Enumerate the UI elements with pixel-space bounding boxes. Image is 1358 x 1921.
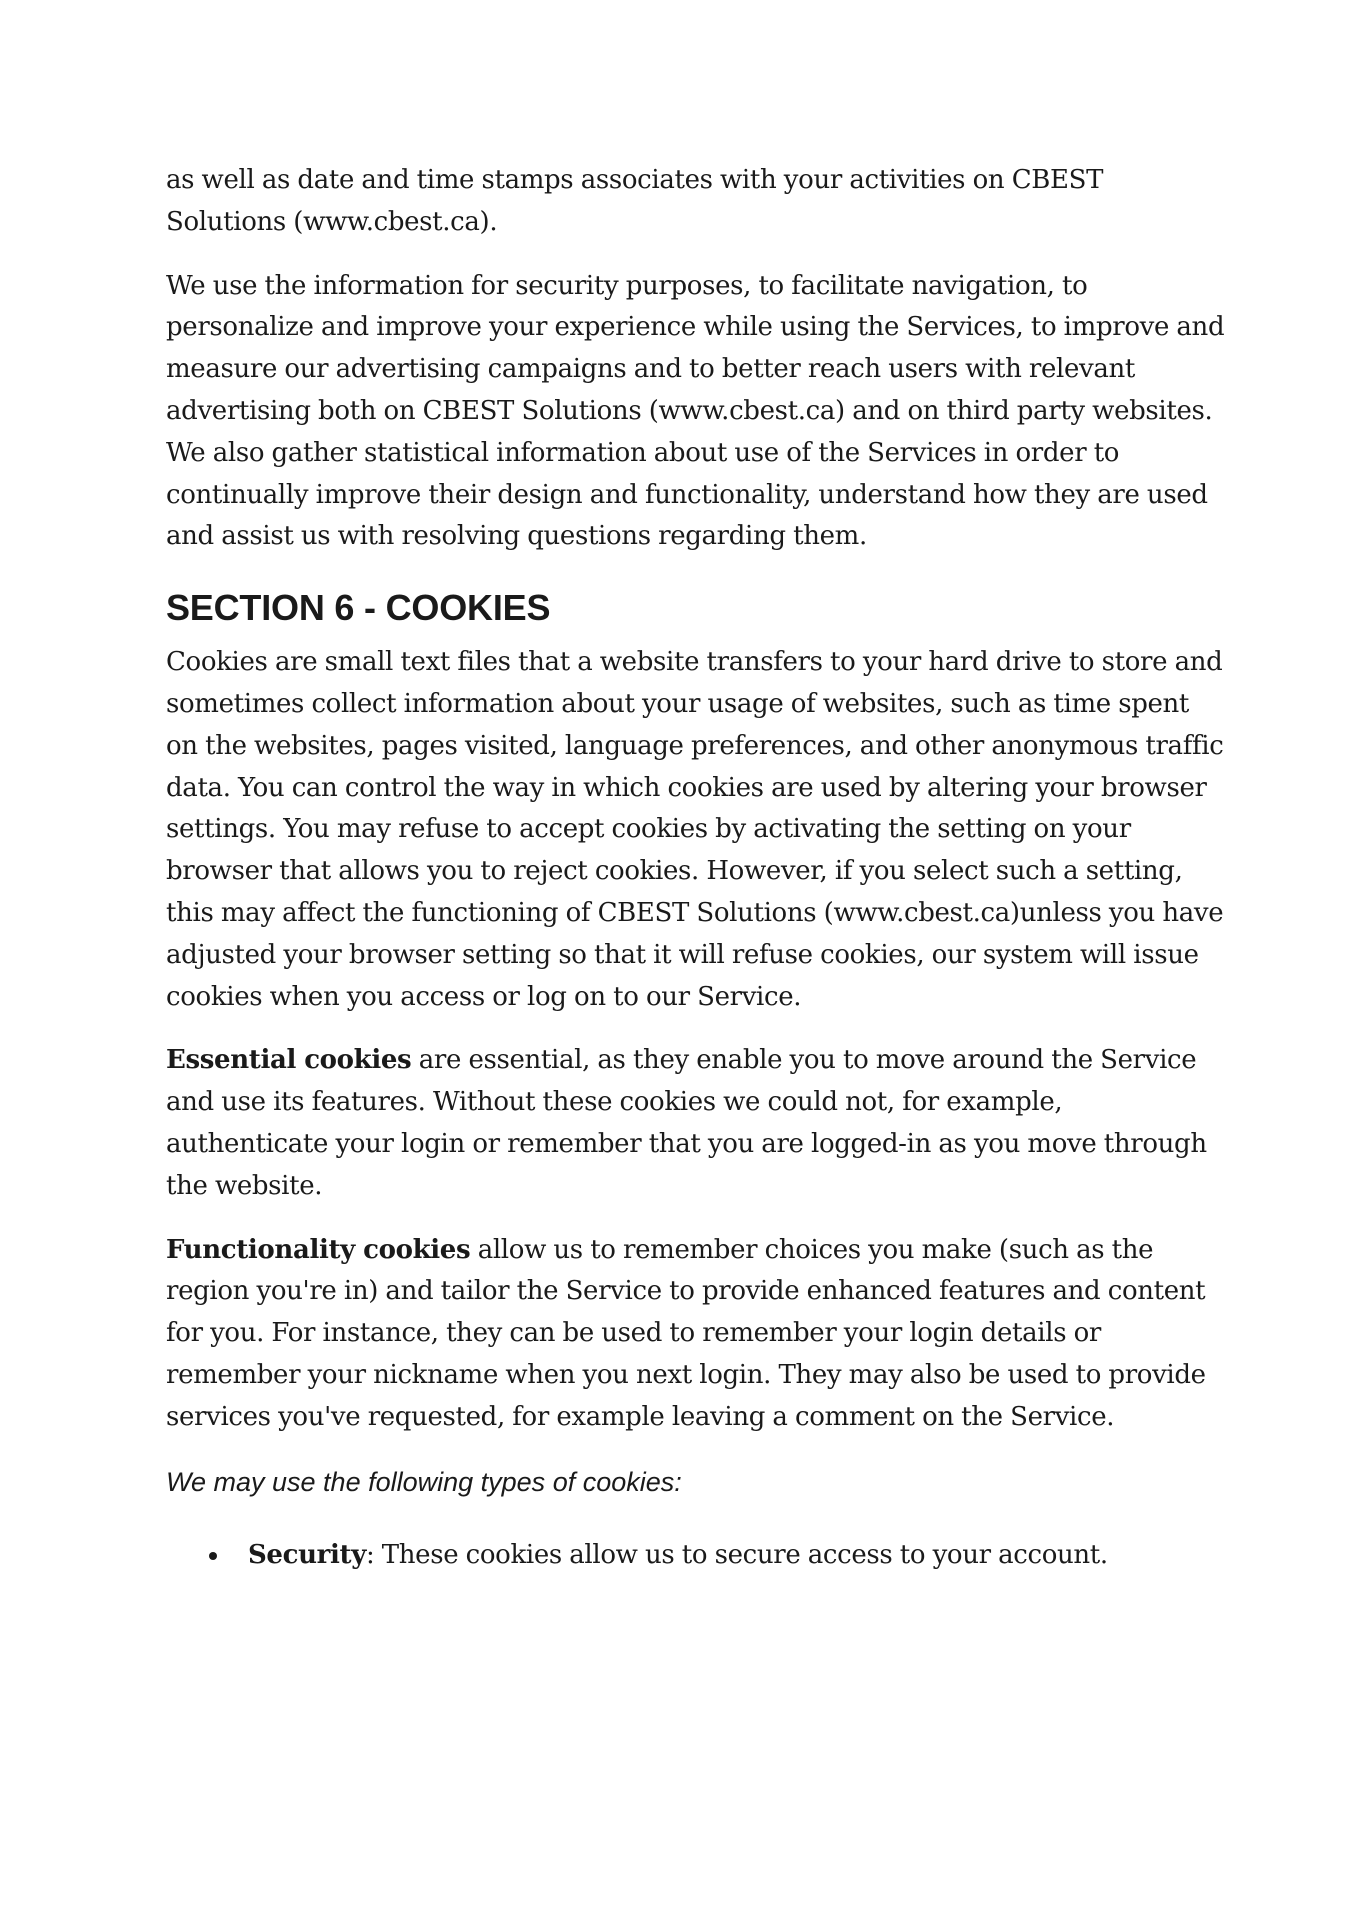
- functionality-cookies-paragraph: [166, 1230, 1226, 1439]
- list-item: [166, 1535, 1226, 1577]
- cookie-type-text: : These cookies allow us to secure access to your account.: [365, 1539, 1108, 1570]
- cookies-paragraph: Cookies are small text files that a website transfers to your hard drive to store and sometimes collect information about your usage of websites, such as time spent on the websites, pages visited, language preferences, and other anonymous traffic data. You can control the way in which cookies are used by altering your browser settings. You may refuse to accept cookies by activating the setting on your browser that allows you to reject cookies. However, if you select such a setting, this may affect the functioning of CBEST Solutions (www.cbest.ca)unless you have adjusted your browser setting so that it will refuse cookies, our system will issue cookies when you access or log on to our Service.: [166, 647, 1224, 1012]
- essential-cookies-text: are essential, as they enable you to move around the Service and use its features. Without these cookies we could not, for example, authenticate your login or remember that you are logged-in as you move through the website.: [166, 1045, 1207, 1201]
- functionality-cookies-term: Functionality cookies: [166, 1234, 471, 1265]
- essential-cookies-term: Essential cookies: [166, 1045, 412, 1076]
- functionality-cookies-text: allow us to remember choices you make (such as the region you're in) and tailor the Service to provide enhanced features and content for you. For instance, they can be used to remember your login details or remember your nickname when you next login. They may also be used to provide services you've requested, for example leaving a comment on the Service.: [166, 1234, 1206, 1432]
- bullet-icon: [209, 1552, 217, 1560]
- intro-fragment: as well as date and time stamps associates with your activities on CBEST Solutions (www.cbest.ca).: [166, 165, 1104, 237]
- document-page: [166, 160, 1226, 1576]
- cookie-types-list: [166, 1535, 1226, 1577]
- usage-paragraph: We use the information for security purposes, to facilitate navigation, to personalize and improve your experience while using the Services, to improve and measure our advertising campaigns and to better reach users with relevant advertising both on CBEST Solutions (www.cbest.ca) and on third party websites. We also gather statistical information about use of the Services in order to continually improve their design and functionality, understand how they are used and assist us with resolving questions regarding them.: [166, 270, 1225, 552]
- essential-cookies-paragraph: [166, 1040, 1226, 1207]
- cookie-types-intro: We may use the following types of cookies:: [166, 1466, 682, 1497]
- cookie-type-term: Security: [248, 1539, 366, 1570]
- section-heading: SECTION 6 - COOKIES: [166, 587, 551, 629]
